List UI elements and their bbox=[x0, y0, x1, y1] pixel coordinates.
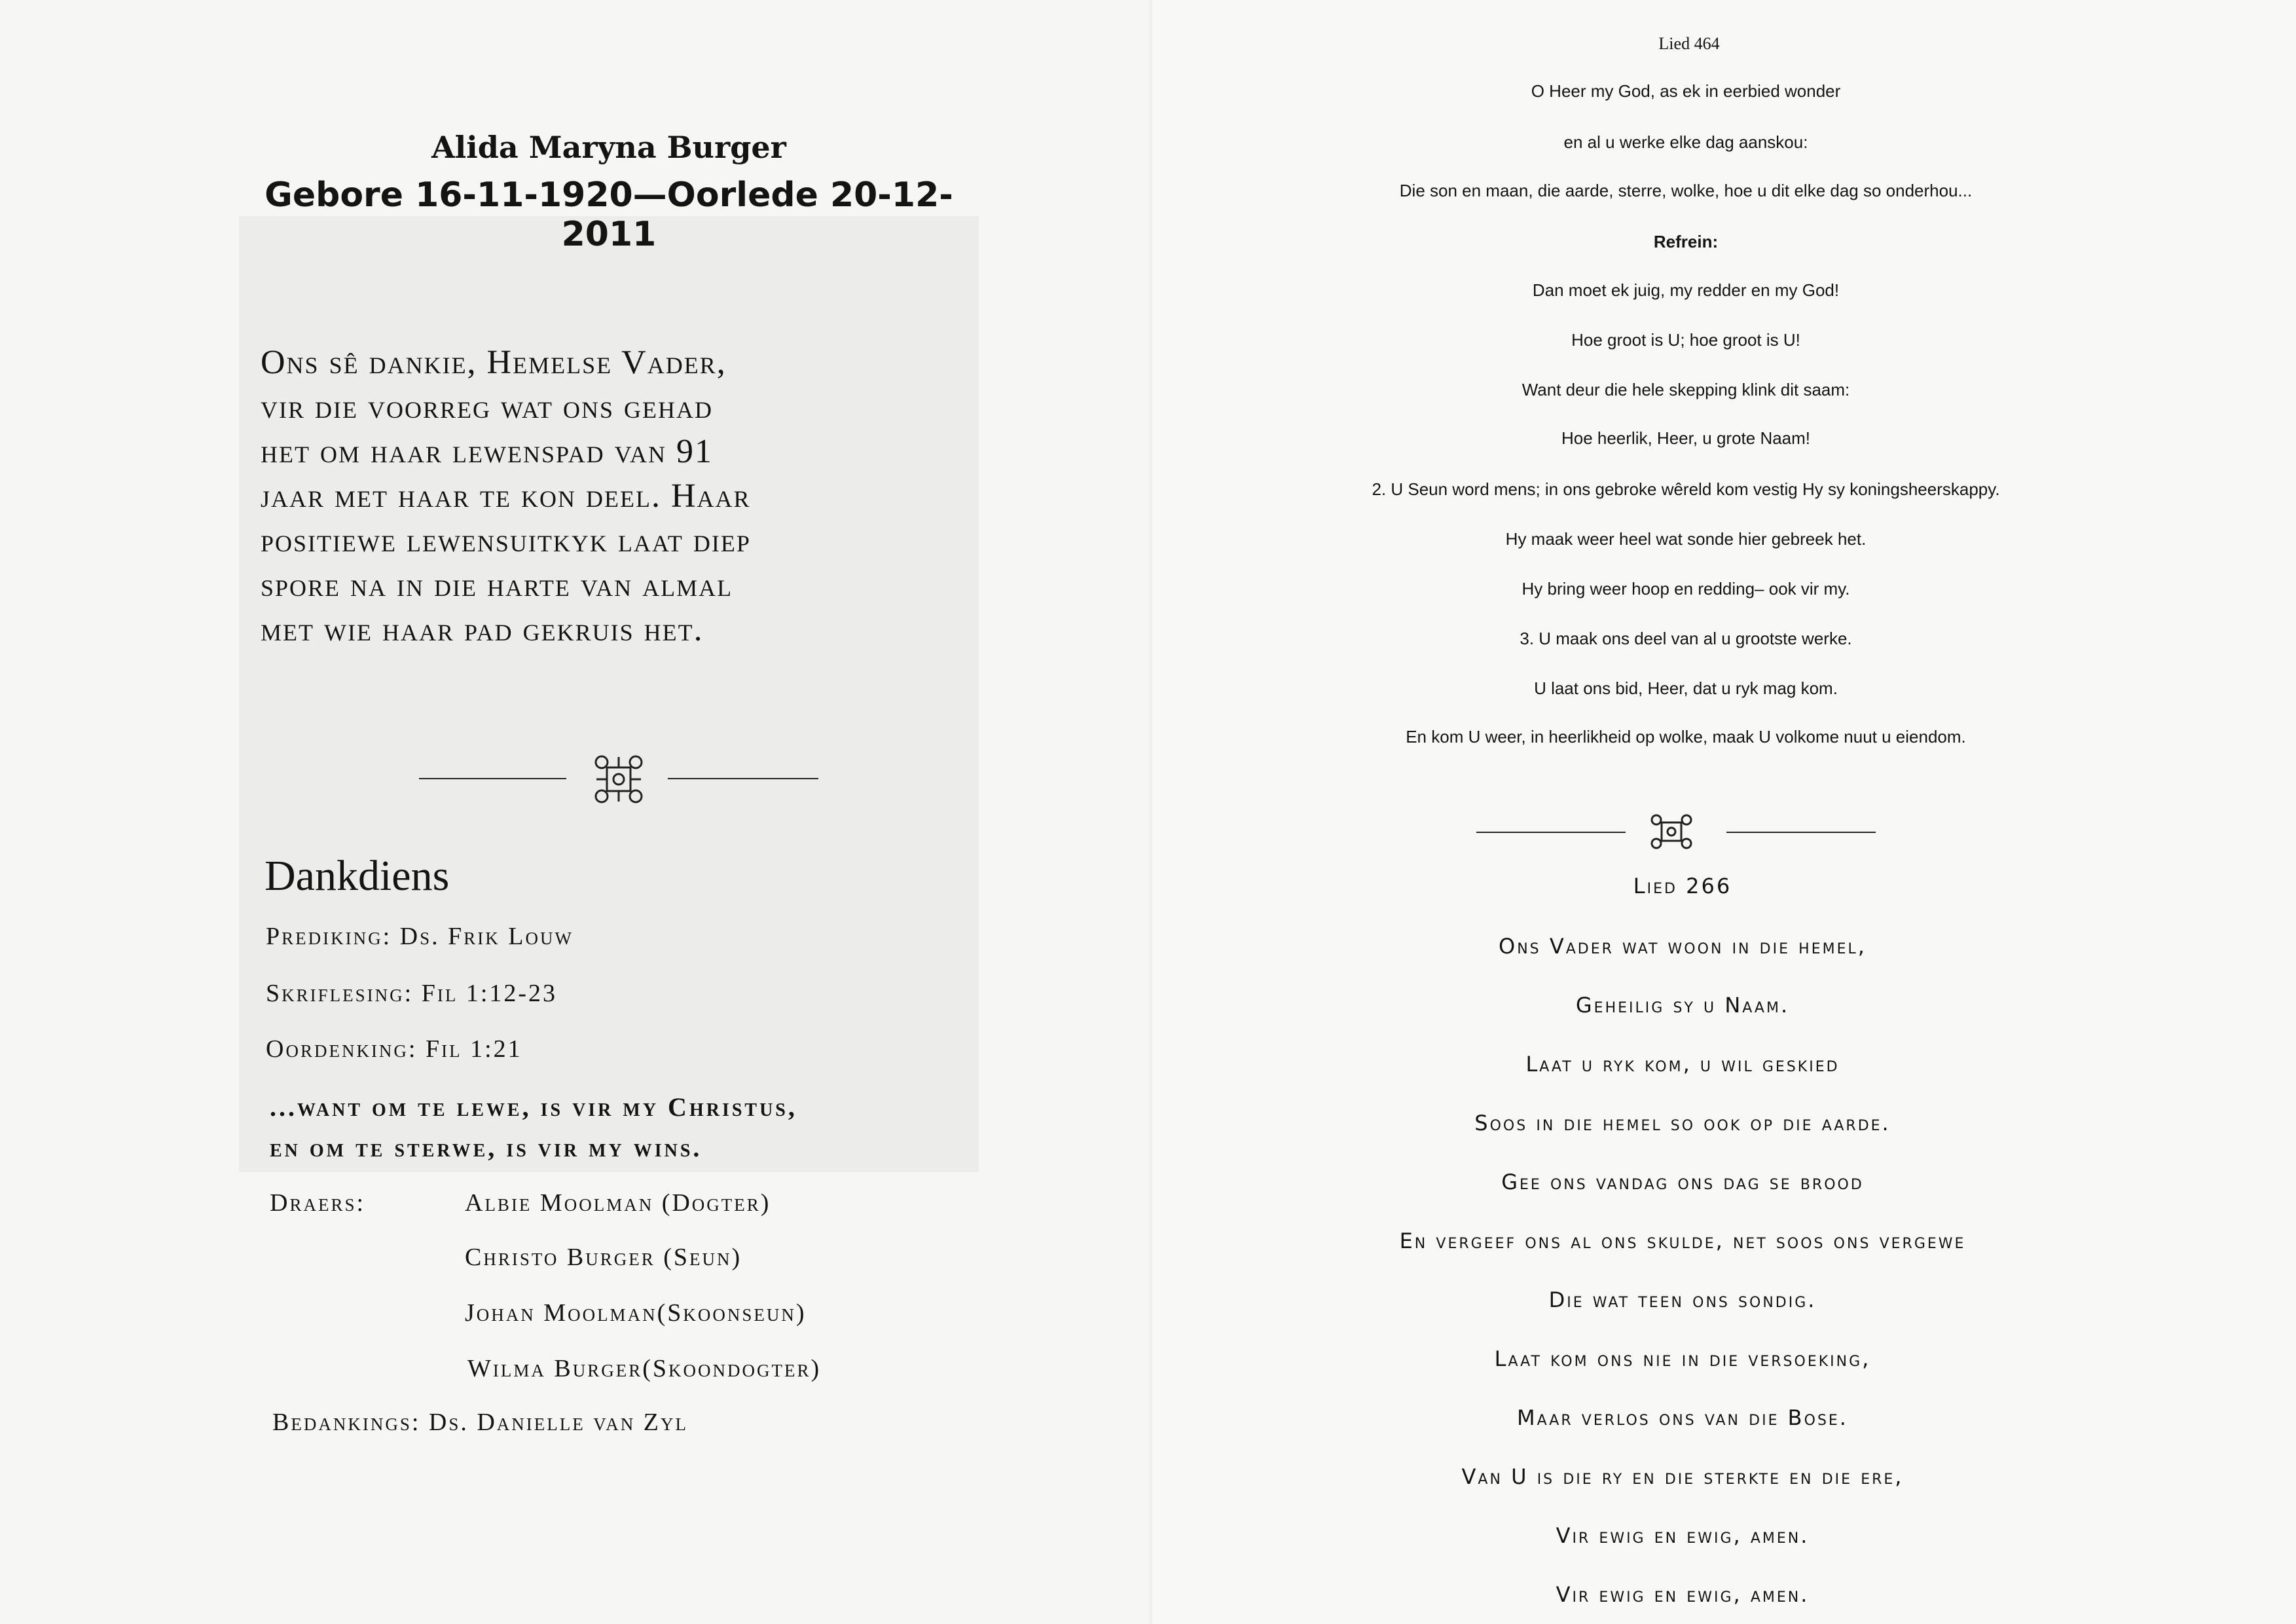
quote-line: en om te sterwe, is vir my wins. bbox=[270, 1133, 702, 1162]
draer-item: Johan Moolman(Skoonseun) bbox=[465, 1299, 807, 1327]
hymn1-line: O Heer my God, as ek in eerbied wonder bbox=[1531, 81, 1841, 101]
prayer-line: Geheilig sy u Naam. bbox=[1575, 993, 1790, 1018]
tribute-line: Ons sê dankie, Hemelse Vader, bbox=[261, 344, 727, 381]
bedankings: Bedankings: Ds. Danielle van Zyl bbox=[272, 1409, 688, 1436]
hymn1-line: 3. U maak ons deel van al u grootste werke. bbox=[1520, 629, 1852, 648]
prayer-line: Vir ewig en ewig, amen. bbox=[1556, 1582, 1810, 1607]
tribute-line: het om haar lewenspad van 91 bbox=[261, 433, 714, 470]
hymn1-line: Dan moet ek juig, my redder en my God! bbox=[1532, 280, 1840, 300]
ornament-icon bbox=[1650, 813, 1693, 850]
oordenking: Oordenking: Fil 1:21 bbox=[266, 1035, 522, 1063]
hymn1-line: Hoe heerlik, Heer, u grote Naam! bbox=[1561, 428, 1811, 448]
divider-line-left bbox=[419, 778, 566, 779]
prayer-line: Van U is die ry en die sterkte en die ere, bbox=[1461, 1464, 1904, 1489]
prayer-line: Gee ons vandag ons dag se brood bbox=[1501, 1170, 1864, 1194]
prayer-line: Die wat teen ons sondig. bbox=[1548, 1287, 1817, 1312]
draers-label: Draers: bbox=[270, 1189, 366, 1217]
hymn1-line: U laat ons bid, Heer, dat u ryk mag kom. bbox=[1534, 678, 1838, 698]
draer-item: Albie Moolman (Dogter) bbox=[465, 1189, 771, 1217]
prayer-line: Vir ewig en ewig, amen. bbox=[1556, 1523, 1810, 1548]
hymn1-line: Die son en maan, die aarde, sterre, wolke, hoe u dit elke dag so onderhou... bbox=[1399, 181, 1973, 200]
skriflesing: Skriflesing: Fil 1:12-23 bbox=[266, 980, 558, 1007]
divider-line-right bbox=[668, 778, 818, 779]
prayer-line: En vergeef ons al ons skulde, net soos ons vergewe bbox=[1399, 1228, 1966, 1253]
service-title: Dankdiens bbox=[264, 852, 450, 900]
hymn1-line: 2. U Seun word mens; in ons gebroke wêreld kom vestig Hy sy koningsheerskappy. bbox=[1372, 479, 2000, 499]
divider-line-left bbox=[1476, 832, 1626, 833]
hymn1-line: Want deur die hele skepping klink dit saam: bbox=[1522, 380, 1850, 399]
hymn1-line: Hoe groot is U; hoe groot is U! bbox=[1571, 330, 1800, 350]
hymn1-line: Hy bring weer hoop en redding– ook vir my. bbox=[1522, 579, 1850, 599]
quote-line: ...want om te lewe, is vir my Christus, bbox=[270, 1092, 797, 1122]
tribute-line: positiewe lewensuitkyk laat diep bbox=[261, 522, 751, 559]
tribute-line: jaar met haar te kon deel. Haar bbox=[261, 477, 751, 515]
tribute-line: met wie haar pad gekruis het. bbox=[261, 611, 704, 648]
deceased-name: Alida Maryna Burger bbox=[431, 130, 786, 165]
prayer-line: Maar verlos ons van die Bose. bbox=[1517, 1405, 1848, 1430]
ornament-icon bbox=[592, 753, 645, 805]
hymn1-line: En kom U weer, in heerlikheid op wolke, maak U volkome nuut u eiendom. bbox=[1406, 727, 1966, 747]
hymn1-title: Lied 464 bbox=[1658, 34, 1720, 53]
life-dates: Gebore 16-11-1920—Oorlede 20-12-2011 bbox=[264, 175, 953, 254]
prayer-line: Laat u ryk kom, u wil geskied bbox=[1525, 1052, 1840, 1077]
scripture-quote bbox=[270, 1087, 964, 1168]
tribute-text bbox=[261, 341, 987, 652]
hymn2-title: Lied 266 bbox=[1633, 874, 1732, 898]
tribute-line: spore na in die harte van almal bbox=[261, 566, 733, 604]
hymn1-refrain-label: Refrein: bbox=[1653, 232, 1719, 251]
draer-item: Christo Burger (Seun) bbox=[465, 1244, 742, 1271]
draer-item: Wilma Burger(Skoondogter) bbox=[467, 1355, 822, 1382]
prayer-line: Laat kom ons nie in die versoeking, bbox=[1494, 1346, 1871, 1371]
prayer-line: Soos in die hemel so ook op die aarde. bbox=[1474, 1111, 1891, 1135]
hymn1-line: Hy maak weer heel wat sonde hier gebreek het. bbox=[1505, 529, 1867, 549]
tribute-line: vir die voorreg wat ons gehad bbox=[261, 388, 713, 426]
divider-line-right bbox=[1726, 832, 1876, 833]
prediking: Prediking: Ds. Frik Louw bbox=[266, 923, 574, 950]
prayer-line: Ons Vader wat woon in die hemel, bbox=[1499, 934, 1867, 959]
hymn1-line: en al u werke elke dag aanskou: bbox=[1563, 132, 1808, 152]
